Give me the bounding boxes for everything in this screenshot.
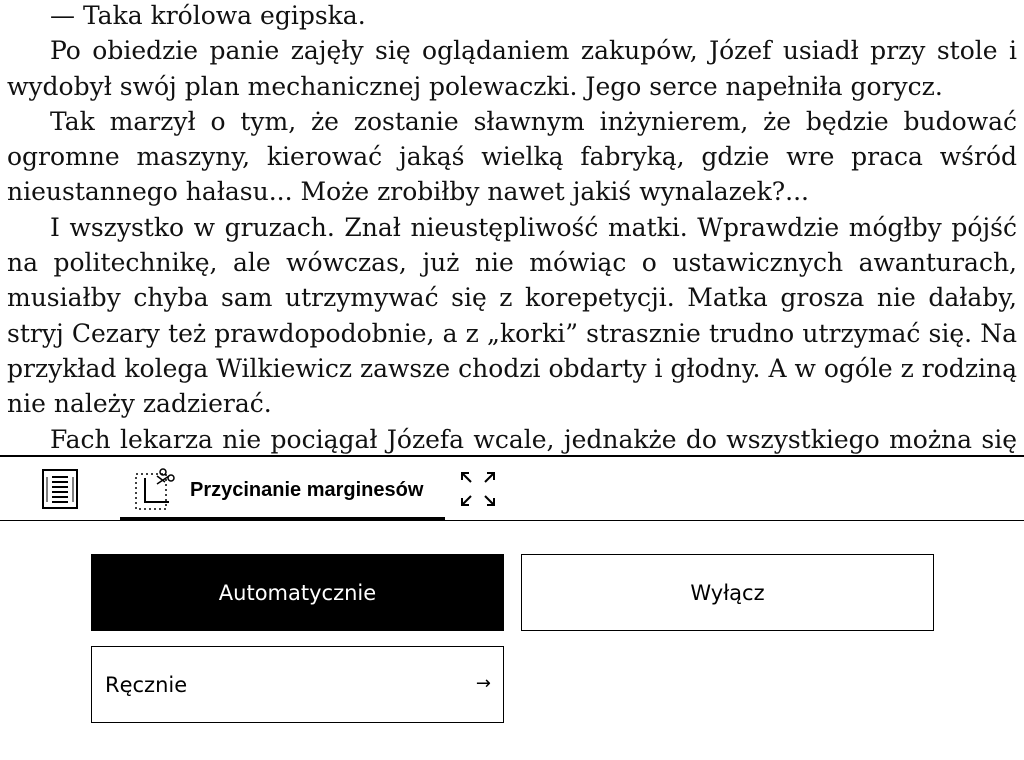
- tab-label: Przycinanie marginesów: [190, 479, 424, 501]
- tab-bar: [0, 457, 1024, 521]
- automatic-label: Automatycznie: [218, 580, 377, 605]
- settings-panel: [0, 455, 1024, 760]
- paragraph: I wszystko w gruzach. Znał nieustępliwość matki. Wprawdzie mógłby pójść na politechnikę, ale wówczas, już nie mówiąc o ustawicznych awanturach, musiałby chyba sam utrzymywać się z korepetycji. Matka grosza nie dałaby, stryj Cezary też prawdopodobnie, a z „korki” strasznie trudno utrzymać się. Na przykład kolega Wilkiewicz zawsze chodzi obdarty i głodny. A w ogóle z rodziną nie należy zadzierać.: [7, 212, 1017, 419]
- margins-icon: [42, 469, 78, 509]
- tab-crop-margins[interactable]: [120, 457, 445, 520]
- automatic-button[interactable]: [91, 554, 504, 631]
- tab-margins[interactable]: [42, 469, 78, 509]
- book-text: [7, 0, 1017, 455]
- manual-label: Ręcznie: [105, 672, 188, 697]
- paragraph: Fach lekarza nie pociągał Józefa wcale, jednakże do wszystkiego można się: [50, 424, 1017, 454]
- off-label: Wyłącz: [690, 580, 765, 605]
- fullscreen-icon: [458, 469, 498, 509]
- crop-margins-icon: [133, 468, 175, 512]
- arrow-right-icon: →: [475, 673, 491, 694]
- manual-button[interactable]: [91, 646, 504, 723]
- paragraph: Po obiedzie panie zajęły się oglądaniem zakupów, Józef usiadł przy stole i wydobył swój plan mechanicznej polewaczki. Jego serce napełniła gorycz.: [7, 36, 1017, 101]
- paragraph: — Taka królowa egipska.: [50, 1, 366, 30]
- paragraph: Tak marzył o tym, że zostanie sławnym inżynierem, że będzie budować ogromne maszyny, kierować jakąś wielką fabryką, gdzie wre praca wśród nieustannego hałasu... Może zrobiłby nawet jakiś wynalazek?...: [7, 106, 1017, 207]
- off-button[interactable]: [521, 554, 934, 631]
- tab-fullscreen[interactable]: [458, 469, 498, 509]
